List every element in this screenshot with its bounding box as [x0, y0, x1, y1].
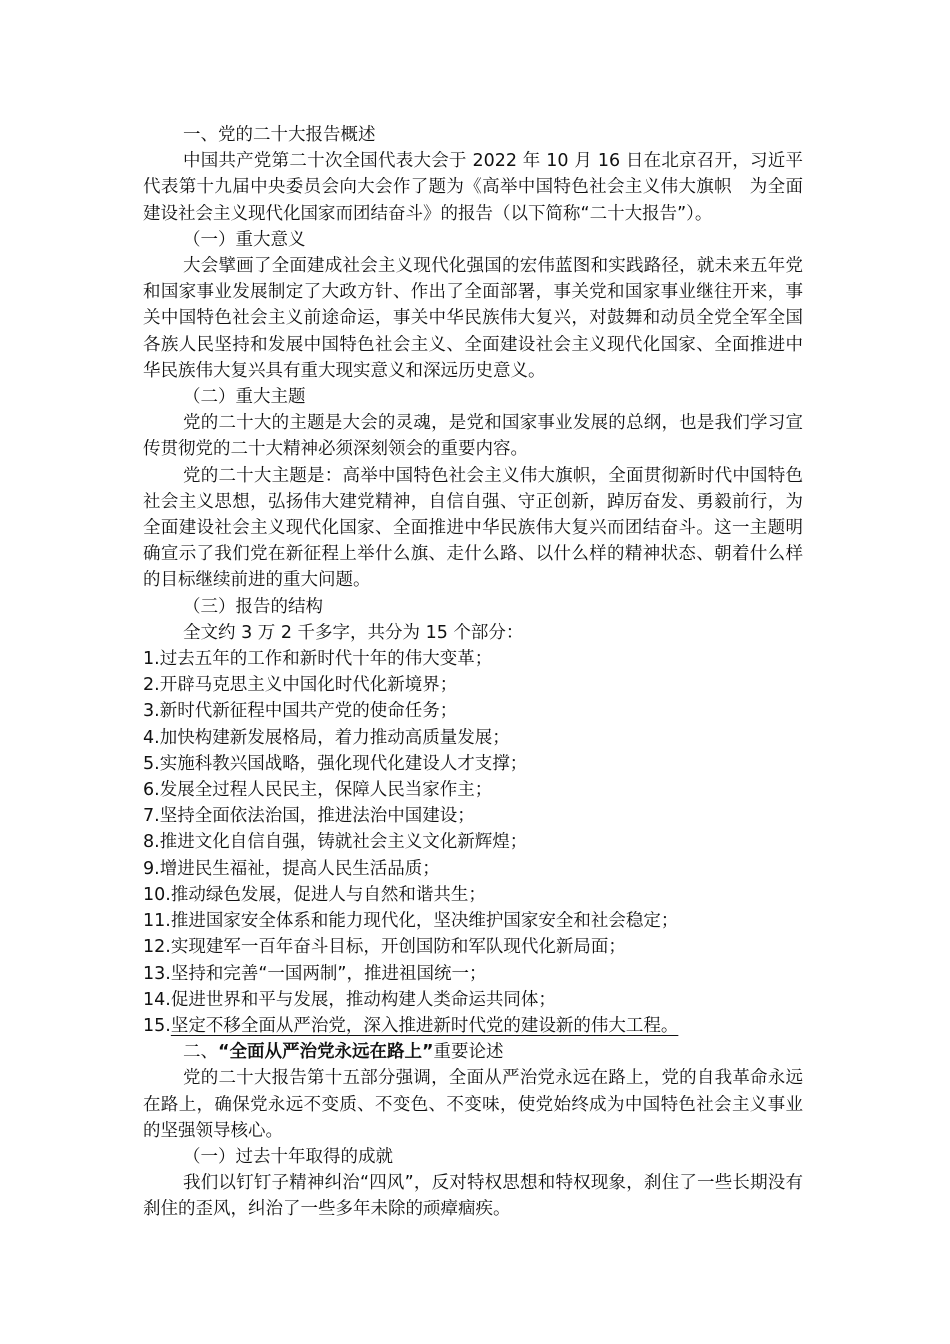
list-item: 11.推进国家安全体系和能力现代化，坚决维护国家安全和社会稳定； — [143, 911, 679, 932]
subheading-structure: （三）报告的结构 — [183, 596, 323, 617]
list-item: 9.增进民生福祉，提高人民生活品质； — [143, 858, 440, 879]
list-item-15 — [143, 1013, 803, 1039]
list-item: 5.实施科教兴国战略，强化现代化建设人才支撑； — [143, 753, 528, 774]
theme-paragraph-1: 党的二十大的主题是大会的灵魂，是党和国家事业发展的总纲，也是我们学习宣传贯彻党的二十大精神必须深刻领会的重要内容。 — [143, 413, 803, 460]
subheading-achievements: （一）过去十年取得的成就 — [183, 1146, 393, 1167]
list-item: 3.新时代新征程中国共产党的使命任务； — [143, 701, 458, 722]
list-item: 2.开辟马克思主义中国化时代化新境界； — [143, 675, 458, 696]
heading-section-2 — [143, 1039, 803, 1065]
significance-paragraph: 大会擘画了全面建成社会主义现代化强国的宏伟蓝图和实践路径，就未来五年党和国家事业发展制定了大政方针、作出了全面部署，事关党和国家事业继往开来，事关中国特色社会主义前途命运，事关中华民族伟大复兴，对鼓舞和动员全党全军全国各族人民坚持和发展中国特色社会主义、全面建设社会主义现代化国家、全面推进中华民族伟大复兴具有重大现实意义和深远历史意义。 — [143, 256, 803, 381]
list-item: 7.坚持全面依法治国，推进法治中国建设； — [143, 806, 475, 827]
structure-lead: 全文约 3 万 2 千多字，共分为 15 个部分： — [183, 622, 524, 643]
list-item: 1.过去五年的工作和新时代十年的伟大变革； — [143, 649, 493, 670]
list-item-15-number: 15. — [143, 1015, 171, 1036]
list-item: 13.坚持和完善“一国两制”，推进祖国统一； — [143, 963, 487, 984]
list-item: 8.推进文化自信自强，铸就社会主义文化新辉煌； — [143, 832, 528, 853]
heading-section-2-prefix: 二、 — [183, 1042, 218, 1063]
list-item: 6.发展全过程人民民主，保障人民当家作主； — [143, 780, 493, 801]
subheading-theme: （二）重大主题 — [183, 387, 306, 408]
heading-section-2-suffix: 重要论述 — [433, 1042, 504, 1063]
list-item: 14.促进世界和平与发展，推动构建人类命运共同体； — [143, 989, 556, 1010]
list-item: 10.推动绿色发展，促进人与自然和谐共生； — [143, 884, 486, 905]
heading-section-2-quote: “全面从严治党永远在路上” — [218, 1042, 434, 1063]
list-item: 12.实现建军一百年奋斗目标，开创国防和军队现代化新局面； — [143, 937, 626, 958]
intro-paragraph: 中国共产党第二十次全国代表大会于 2022 年 10 月 16 日在北京召开，习近平代表第十九届中央委员会向大会作了题为《高举中国特色社会主义伟大旗帜 为全面建设社会主义现代化国家而团结奋斗》的报告（以下简称“二十大报告”）。 — [143, 151, 803, 224]
subheading-significance: （一）重大意义 — [183, 229, 306, 250]
theme-paragraph-2: 党的二十大主题是：高举中国特色社会主义伟大旗帜，全面贯彻新时代中国特色社会主义思想，弘扬伟大建党精神，自信自强、守正创新，踔厉奋发、勇毅前行，为全面建设社会主义现代化国家、全面推进中华民族伟大复兴而团结奋斗。这一主题明确宣示了我们党在新征程上举什么旗、走什么路、以什么样的精神状态、朝着什么样的目标继续前进的重大问题。 — [143, 465, 803, 591]
achievements-paragraph: 我们以钉钉子精神纠治“四风”，反对特权思想和特权现象，刹住了一些长期没有刹住的歪风，纠治了一些多年未除的顽瘴痼疾。 — [143, 1173, 803, 1220]
list-item: 4.加快构建新发展格局，着力推动高质量发展； — [143, 727, 510, 748]
document-page — [143, 122, 803, 1223]
section-2-paragraph: 党的二十大报告第十五部分强调，全面从严治党永远在路上，党的自我革命永远在路上，确保党永远不变质、不变色、不变味，使党始终成为中国特色社会主义事业的坚强领导核心。 — [143, 1068, 803, 1141]
heading-section-1: 一、党的二十大报告概述 — [183, 125, 376, 145]
list-item-15-text: 坚定不移全面从严治党，深入推进新时代党的建设新的伟大工程。 — [170, 1015, 679, 1036]
